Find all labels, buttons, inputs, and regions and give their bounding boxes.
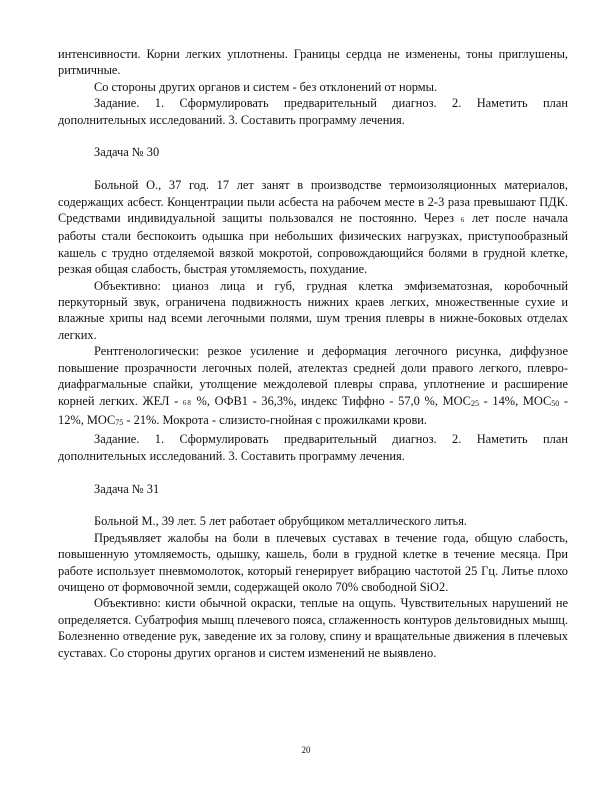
task-31-objective: Объективно: кисти обычной окраски, теплые на ощупь. Чувствительных нарушений не определяется. Субатрофия мышц плечевого пояса, сглаженность контуров дельтовидных мышц. Болезненно отведение рук, заведение их за голову, спину и вращательные движения в плечевых суставах. Со стороны других органов и систем изменений не выявлено.: [58, 596, 568, 660]
document-page: [58, 46, 568, 661]
spacer: [58, 161, 568, 177]
task-30-intro-text-b: лет после начала работы стали беспокоить одышка при небольших физических нагрузках, приступообразный кашель с трудно отделяемой вязкой мокротой, сопровождающийся болями в грудной клетке, резкая общая слабость, быстрая утомляемость, похудание.: [58, 211, 568, 277]
task-31-title: Задача № 31: [94, 481, 160, 496]
task-30-title: Задача № 30: [94, 145, 160, 160]
spacer: [58, 128, 568, 144]
task-30-xray-text-c: - 14%, МОС: [478, 393, 552, 408]
task-31-intro: Больной М., 39 лет. 5 лет работает обрубщиком металлического литья.: [94, 514, 467, 529]
paragraph-assignment-29: Задание. 1. Сформулировать предварительный диагноз. 2. Наметить план дополнительных исследований. 3. Составить программу лечения.: [58, 96, 568, 127]
task-30-xray: [58, 343, 568, 431]
page-number: 20: [301, 745, 311, 755]
task-30-intro: [58, 177, 568, 277]
spacer: [58, 464, 568, 480]
task-30-xray-text-b: %, ОФВ1 - 36,3%, индекс Тиффно - 57,0 %, МОС: [191, 393, 471, 408]
task-30-xray-text-d: - 12%, МОС: [58, 393, 568, 427]
task-30-intro-text-a: Больной О., 37 год. 17 лет занят в производстве термоизоляционных материалов, содержащих асбест. Концентрации пыли асбеста на рабочем месте в 2-3 раза превышают ПДК. Средствами индивидуальной защиты пользовался не постоянно. Через: [58, 178, 568, 226]
spacer: [58, 497, 568, 513]
task-30-assignment: Задание. 1. Сформулировать предварительный диагноз. 2. Наметить план дополнительных исследований. 3. Составить программу лечения.: [58, 432, 568, 463]
task-30-objective: Объективно: цианоз лица и губ, грудная клетка эмфизематозная, коробочный перкуторный звук, ограничена подвижность нижних краев легких, множественные сухие и влажные хрипы над всеми легочными полями, шум трения плевры в нижне-боковых отделах легких.: [58, 278, 568, 342]
task-30-mos25-subscript: 25: [470, 398, 479, 408]
task-30-mos75-subscript: 75: [115, 417, 124, 427]
task-30-years-number: 6: [460, 216, 466, 225]
task-30-mos50-subscript: 50: [551, 398, 560, 408]
task-30-vital-capacity: 68: [182, 398, 192, 407]
task-30-xray-text-a: Рентгенологически: резкое усиление и деформация легочного рисунка, диффузное повышение прозрачности легочных полей, ателектаз средней доли правого легкого, плевро-диафрагмальные спайки, утолщение междолевой плевры справа, уплотнение и расширение корней легких. ЖЕЛ -: [58, 344, 568, 408]
task-31-complaints: Предъявляет жалобы на боли в плечевых суставах в течение года, общую слабость, повышенную утомляемость, одышку, кашель, боли в грудной клетке в течение месяца. При работе использует пневмомолоток, который генерирует вибрацию частотой 25 Гц. Литье плохо очищено от формовочной земли, содержащей около 70% свободной SiO2.: [58, 530, 568, 594]
task-30-xray-text-e: - 21%. Мокрота - слизисто-гнойная с прожилками крови.: [123, 412, 428, 427]
paragraph-other-organs: Со стороны других органов и систем - без отклонений от нормы.: [94, 79, 438, 94]
paragraph-continuation: интенсивности. Корни легких уплотнены. Границы сердца не изменены, тоны приглушены, ритмичные.: [58, 47, 568, 78]
